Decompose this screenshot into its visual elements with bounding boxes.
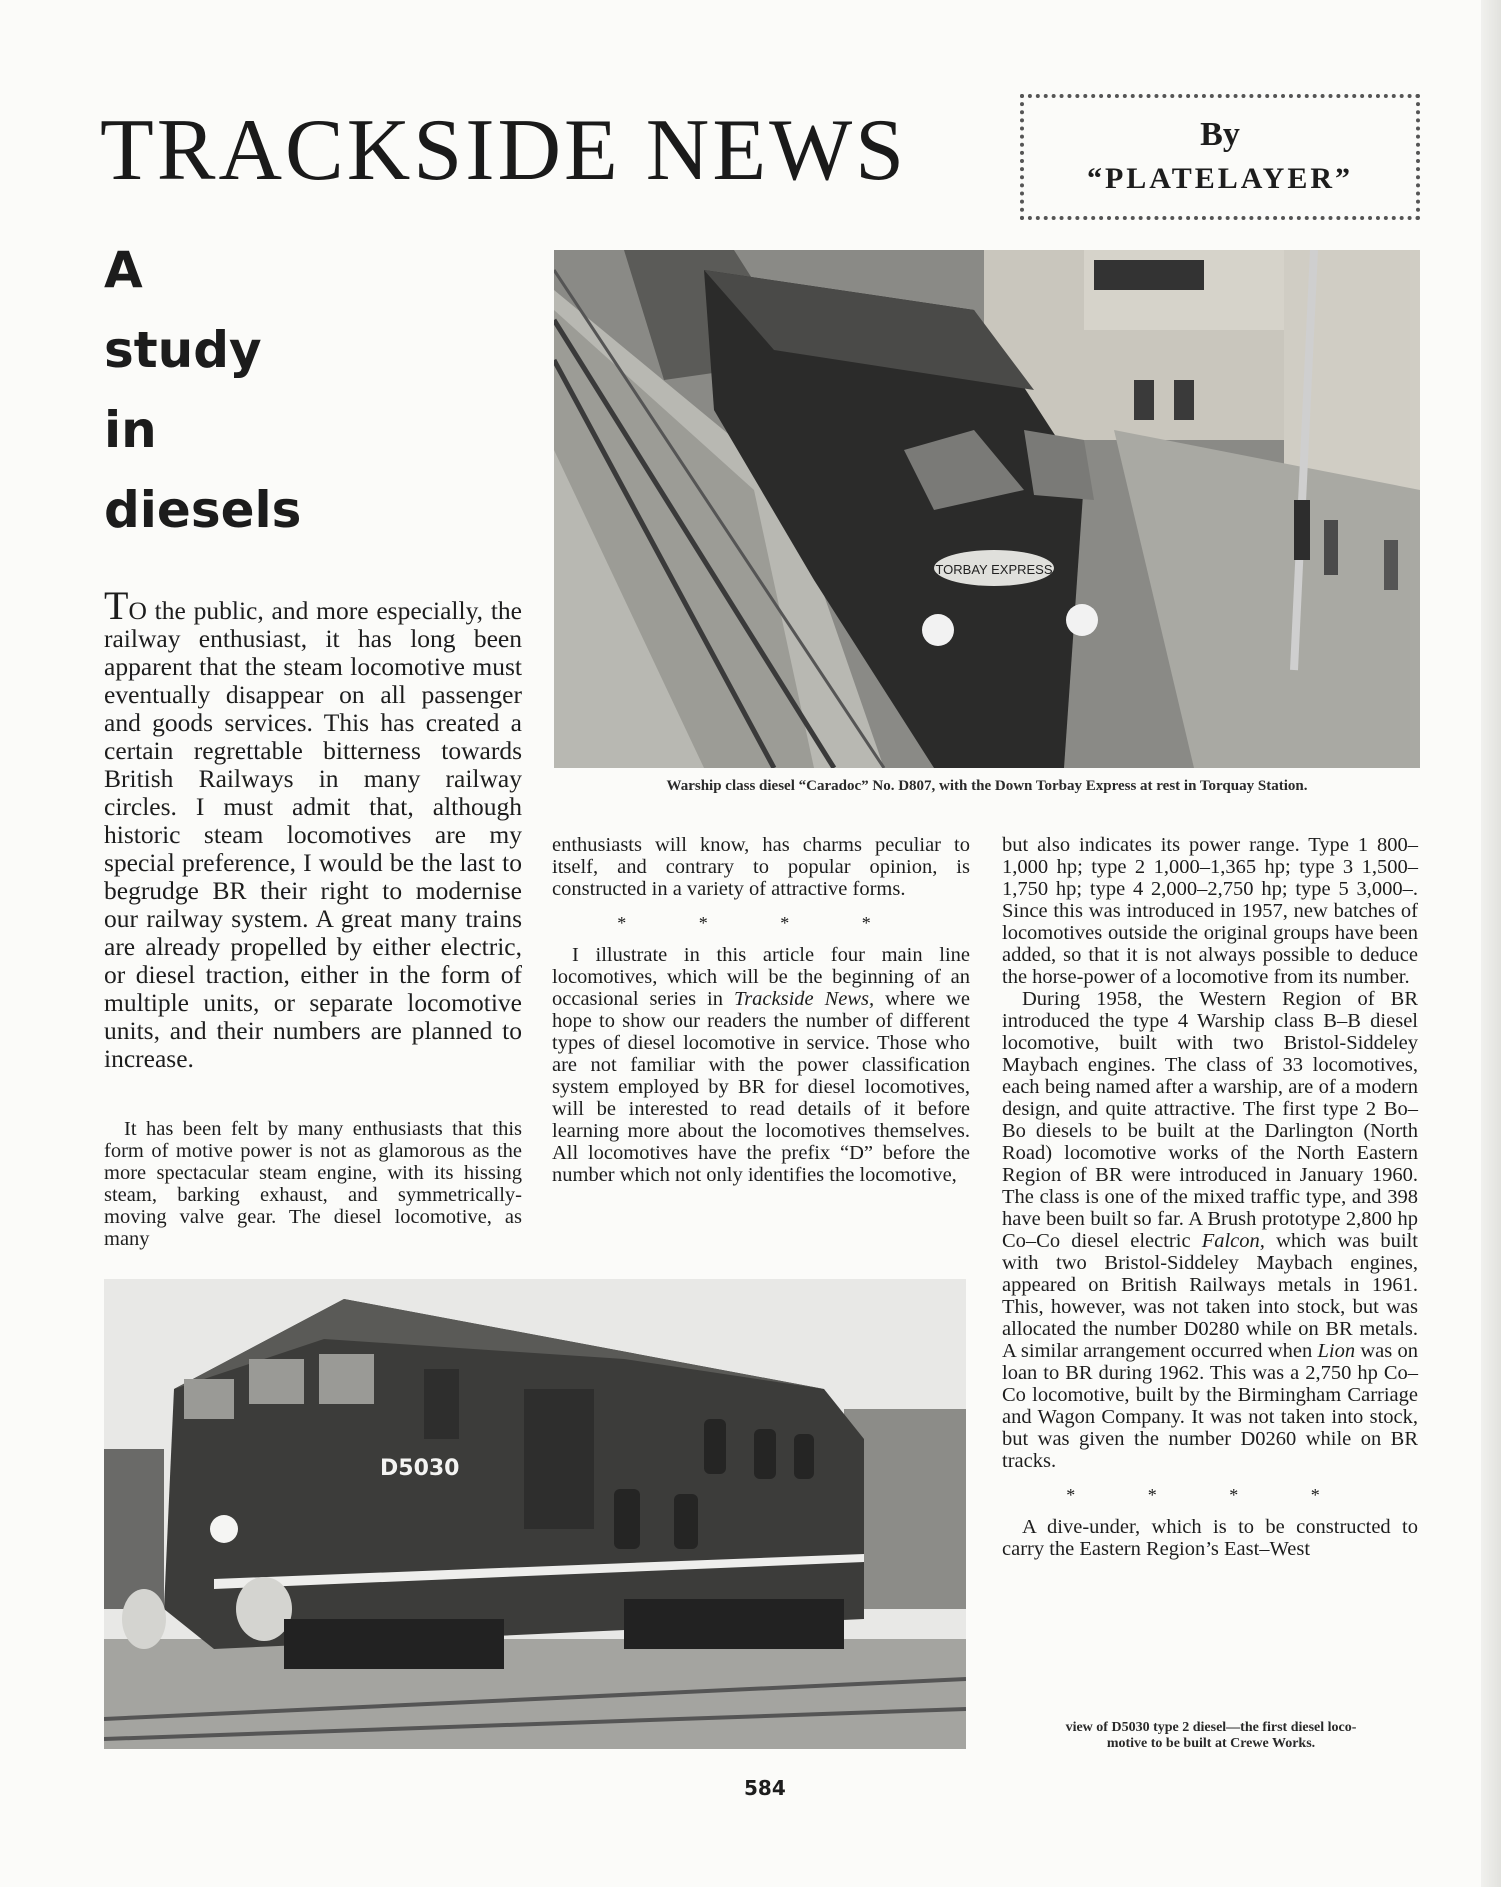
byline-box [1020, 94, 1420, 220]
paragraph: enthusiasts will know, has charms peculiar to itself, and contrary to popular opinion, is constructed in a variety of attractive forms. [552, 834, 970, 900]
page-edge [1481, 0, 1501, 1887]
paragraph: It has been felt by many enthusiasts that this form of motive power is not as glamorous as the more spectacular steam engine, with its hissing steam, barking exhaust, and symmetrically-moving valve gear. The diesel locomotive, as many [104, 1118, 522, 1250]
kicker-line: diesels [104, 481, 302, 539]
bottom-photo-caption [1002, 1720, 1420, 1752]
article-intro [104, 583, 522, 1073]
publication-title: Trackside News, [733, 988, 875, 1010]
section-break-stars: * * * * [1066, 1485, 1354, 1505]
top-photo-caption: Warship class diesel “Caradoc” No. D807, with the Down Torbay Express at rest in Torquay Station. [666, 778, 1308, 794]
paragraph-text: which was built with two Bristol-Siddeley Maybach engines, appeared on British Railways metals in 1961. This, however, was not taken into stock, but was allocated the number D0280 while on BR metals. A similar arrangement occurred when [1002, 1230, 1418, 1362]
locomotive-name: Falcon, [1201, 1230, 1265, 1252]
page-title: TRACKSIDE NEWS [100, 102, 908, 199]
d5030-locomotive-photo [104, 1279, 966, 1749]
column-1-text [104, 1118, 522, 1250]
paragraph [1002, 988, 1418, 1472]
byline-by: By [1200, 116, 1240, 153]
section-break-stars: * * * * [617, 913, 905, 933]
paragraph: A dive-under, which is to be constructed to carry the Eastern Region’s East–West [1002, 1516, 1418, 1560]
headboard-text: TORBAY EXPRESS [935, 562, 1053, 577]
paragraph-text: where we hope to show our readers the number of different types of diesel locomotive in service. Those who are not familiar with the power classification system employed by BR for diesel locomotives, will be interested to read details of it before learning more about the locomotives themselves. All locomotives have the prefix “D” before the number which not only identifies the locomotive, [552, 988, 970, 1186]
locomotive-name: Lion [1317, 1340, 1356, 1362]
paragraph-text: was on loan to BR during 1962. This was a 2,750 hp Co–Co locomotive, built by the Birmingham Carriage and Wagon Company. It was not taken into stock, but was given the number D0260 while on BR tracks. [1002, 1340, 1419, 1472]
bottom-caption-line: view of D5030 type 2 diesel—the first diesel loco- [1065, 1720, 1357, 1735]
warship-locomotive-photo [554, 250, 1420, 768]
paragraph-text: I illustrate in this article four main line locomotives, which will be the beginning of an occasional series in [552, 944, 970, 1010]
column-2-text [552, 834, 970, 1186]
kicker-line: study [104, 321, 262, 379]
page-number: 584 [744, 1776, 786, 1800]
intro-dropcap: T [104, 583, 129, 628]
paragraph-text: During 1958, the Western Region of BR introduced the type 4 Warship class B–B diesel locomotive, built with two Bristol-Siddeley Maybach engines. The class of 33 locomotives, each being named after a warship, are of a modern design, and quite attractive. The first type 2 Bo–Bo diesels to be built at the Darlington (North Road) locomotive works of the North Eastern Region of BR were introduced in January 1960. The class is one of the mixed traffic type, and 398 have been built so far. A Brush prototype 2,800 hp Co–Co diesel electric [1002, 988, 1418, 1252]
article-kicker [104, 230, 301, 550]
byline-author: “PLATELAYER” [1086, 162, 1354, 195]
paragraph: but also indicates its power range. Type 1 800–1,000 hp; type 2 1,000–1,365 hp; type 3 1,500–1,750 hp; type 4 2,000–2,750 hp; type 5 3,000–. Since this was introduced in 1957, new batches of locomotives outside the original groups have been added, so that it is not always possible to deduce the horse-power of a locomotive from its number. [1002, 834, 1418, 988]
intro-text: O the public, and more especially, the railway enthusiast, it has long been apparent that the steam locomotive must eventually disappear on all passenger and goods services. This has created a certain regrettable bitterness towards British Railways in many railway circles. I must admit that, although historic steam locomotives are my special preference, I would be the last to begrudge BR their right to modernise our railway system. A great many trains are already propelled by either electric, or diesel traction, either in the form of multiple units, or separate locomotive units, and their numbers are planned to increase. [104, 596, 522, 1073]
kicker-line: in [104, 401, 157, 459]
bottom-caption-line: motive to be built at Crewe Works. [1106, 1736, 1316, 1751]
column-3-text [1002, 834, 1418, 1560]
locomotive-number: D5030 [380, 1456, 460, 1481]
kicker-line: A [104, 241, 143, 299]
paragraph [552, 944, 970, 1186]
